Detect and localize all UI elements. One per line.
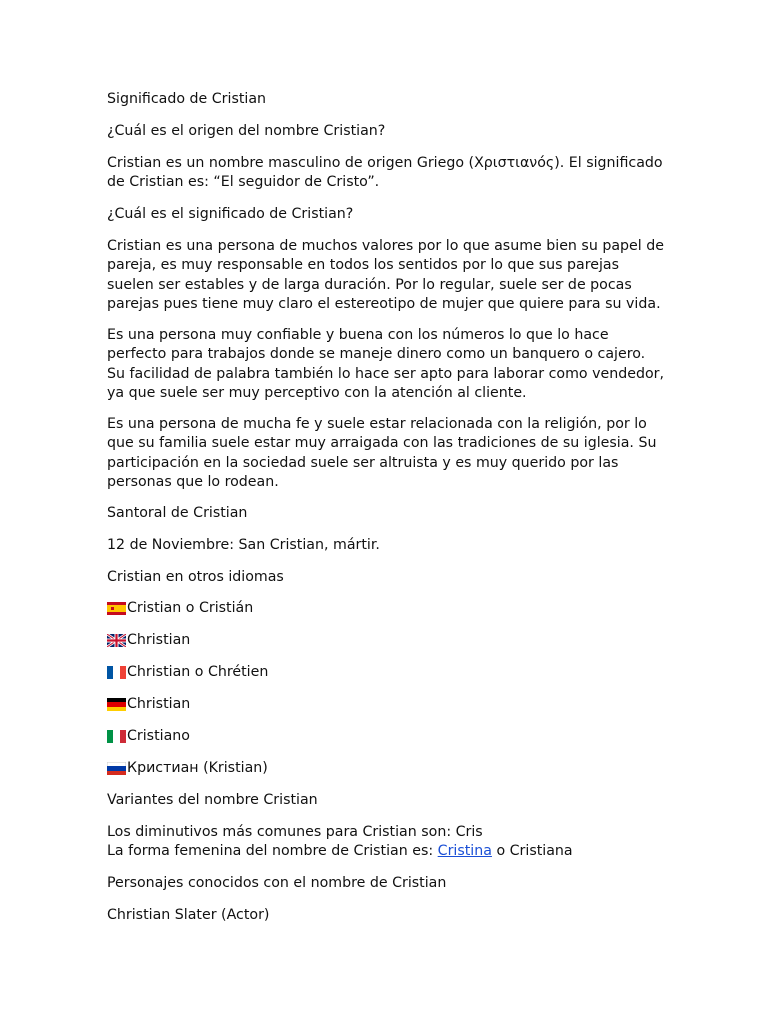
famous-person-item: Christian Slater (Actor) (107, 907, 270, 923)
uk-flag-icon (107, 634, 126, 647)
language-label: Christian o Chrétien (127, 664, 269, 680)
feminine-form-line (107, 842, 667, 861)
language-label: Кристиан (Kristian) (127, 760, 268, 776)
cristina-link[interactable]: Cristina (437, 843, 492, 859)
famous-heading: Personajes conocidos con el nombre de Cristian (107, 875, 447, 891)
language-item-russian (107, 759, 667, 778)
language-label: Cristian o Cristián (127, 600, 254, 616)
spain-flag-icon (107, 602, 126, 615)
languages-heading: Cristian en otros idiomas (107, 569, 284, 585)
russia-flag-icon (107, 762, 126, 775)
language-label: Christian (127, 696, 191, 712)
page-title: Significado de Cristian (107, 91, 267, 107)
origin-question: ¿Cuál es el origen del nombre Cristian? (107, 123, 386, 139)
meaning-paragraph-3: Es una persona de mucha fe y suele estar relacionada con la religión, por lo que su familia suele estar muy arraigada con las tradiciones de su iglesia. Su participación en la sociedad suele ser altruista y es muy querido por las personas que lo rodean. (107, 416, 657, 490)
meaning-paragraph-2: Es una persona muy confiable y buena con los números lo que lo hace perfecto para trabajos donde se maneje dinero como un banquero o cajero. Su facilidad de palabra también lo hace ser apto para laborar como vendedor, ya que suele ser muy perceptivo con la atención al cliente. (107, 327, 664, 401)
language-item-spanish (107, 599, 667, 618)
germany-flag-icon (107, 698, 126, 711)
language-item-french (107, 663, 667, 682)
meaning-paragraph-1: Cristian es una persona de muchos valores por lo que asume bien su papel de pareja, es muy responsable en todos los sentidos por lo que sus parejas suelen ser estables y de larga duración. Por lo regular, suele ser de pocas parejas pues tiene muy claro el estereotipo de mujer que quiere para su vida. (107, 238, 664, 312)
language-item-italian (107, 727, 667, 746)
france-flag-icon (107, 666, 126, 679)
language-item-german (107, 695, 667, 714)
meaning-question: ¿Cuál es el significado de Cristian? (107, 206, 354, 222)
santoral-text: 12 de Noviembre: San Cristian, mártir. (107, 537, 380, 553)
diminutives-line: Los diminutivos más comunes para Cristian son: Cris (107, 824, 483, 840)
feminine-suffix: o Cristiana (491, 843, 573, 859)
language-label: Cristiano (127, 728, 190, 744)
italy-flag-icon (107, 730, 126, 743)
language-label: Christian (127, 632, 191, 648)
santoral-heading: Santoral de Cristian (107, 505, 248, 521)
feminine-prefix: La forma femenina del nombre de Cristian es: (107, 843, 438, 859)
origin-paragraph: Cristian es un nombre masculino de origen Griego (Χριστιανός). El significado de Cristian es: “El seguidor de Cristo”. (107, 155, 663, 191)
language-item-english (107, 631, 667, 650)
variants-heading: Variantes del nombre Cristian (107, 792, 318, 808)
